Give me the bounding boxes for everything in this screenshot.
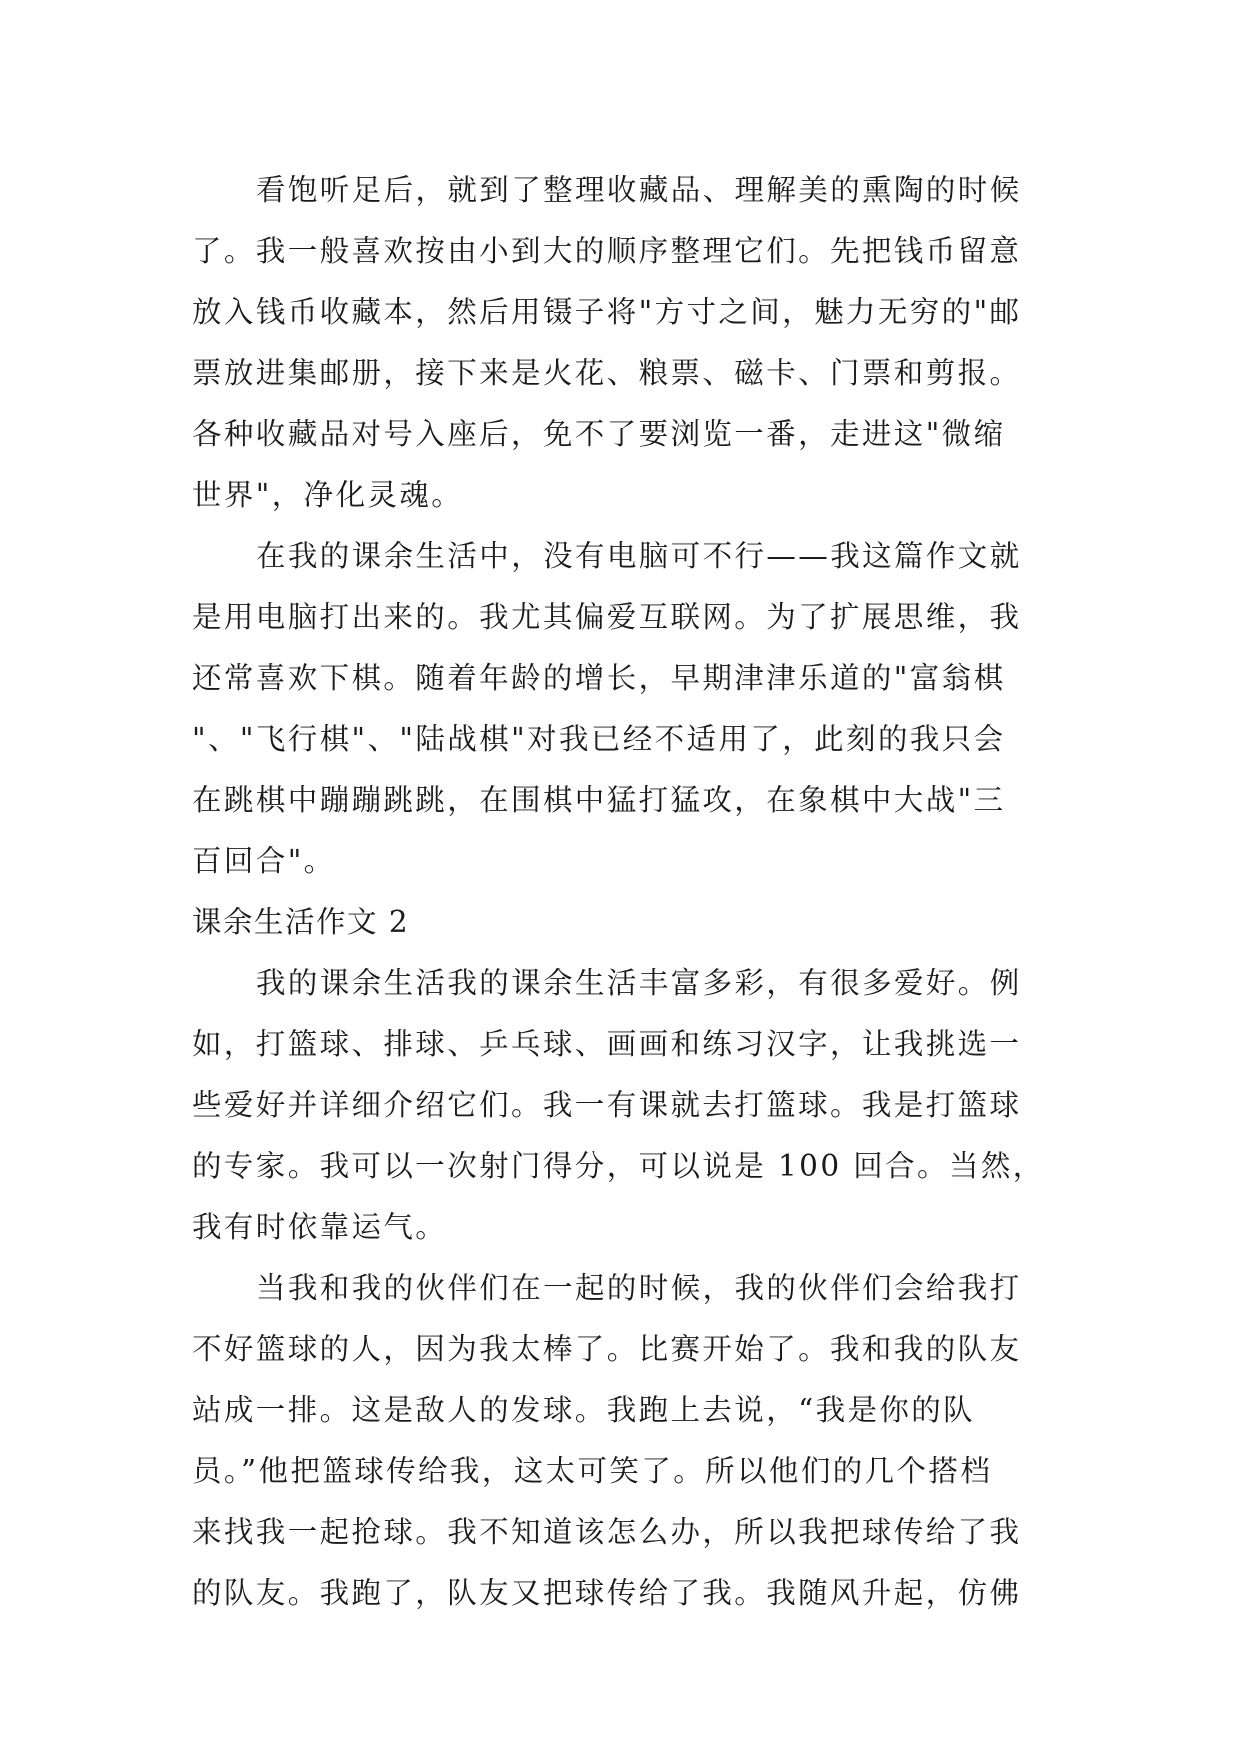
text-line: 如，打篮球、排球、乒乓球、画画和练习汉字，让我挑选一 <box>192 1027 1022 1061</box>
text-line: 还常喜欢下棋。随着年龄的增长，早期津津乐道的"富翁棋 <box>192 661 1006 695</box>
text-line: 不好篮球的人，因为我太棒了。比赛开始了。我和我的队友 <box>192 1332 1022 1366</box>
text-line: 些爱好并详细介绍它们。我一有课就去打篮球。我是打篮球 <box>192 1088 1022 1122</box>
text-line: 放入钱币收藏本，然后用镊子将"方寸之间，魅力无穷的"邮 <box>192 295 1022 329</box>
text-line: 的队友。我跑了，队友又把球传给了我。我随风升起，仿佛 <box>192 1576 1022 1610</box>
text-line: 来找我一起抢球。我不知道该怎么办，所以我把球传给了我 <box>192 1515 1022 1549</box>
text-line: 员。”他把篮球传给我，这太可笑了。所以他们的几个搭档 <box>192 1454 993 1488</box>
text-line: 是用电脑打出来的。我尤其偏爱互联网。为了扩展思维，我 <box>192 600 1022 634</box>
section-heading: 课余生活作文 2 <box>192 905 410 939</box>
text-line: 在跳棋中蹦蹦跳跳，在围棋中猛打猛攻，在象棋中大战"三 <box>192 783 1006 817</box>
text-line: 站成一排。这是敌人的发球。我跑上去说，“我是你的队 <box>192 1393 976 1427</box>
text-line: 的专家。我可以一次射门得分，可以说是 100 回合。当然， <box>192 1149 1045 1183</box>
text-line: 世界"，净化灵魂。 <box>192 478 464 512</box>
document-body <box>192 160 1052 1624</box>
text-line: 票放进集邮册，接下来是火花、粮票、磁卡、门票和剪报。 <box>192 356 1022 390</box>
text-line: 当我和我的伙伴们在一起的时候，我的伙伴们会给我打 <box>256 1271 1022 1305</box>
text-line: 了。我一般喜欢按由小到大的顺序整理它们。先把钱币留意 <box>192 234 1022 268</box>
text-line: 我的课余生活我的课余生活丰富多彩，有很多爱好。例 <box>256 966 1022 1000</box>
text-line: 看饱听足后，就到了整理收藏品、理解美的熏陶的时候 <box>256 173 1022 207</box>
text-line: "、"飞行棋"、"陆战棋"对我已经不适用了，此刻的我只会 <box>192 722 1006 756</box>
text-line: 我有时依靠运气。 <box>192 1210 448 1244</box>
text-line: 百回合"。 <box>192 844 336 878</box>
text-line: 在我的课余生活中，没有电脑可不行——我这篇作文就 <box>256 539 1022 573</box>
text-line: 各种收藏品对号入座后，免不了要浏览一番，走进这"微缩 <box>192 417 1006 451</box>
